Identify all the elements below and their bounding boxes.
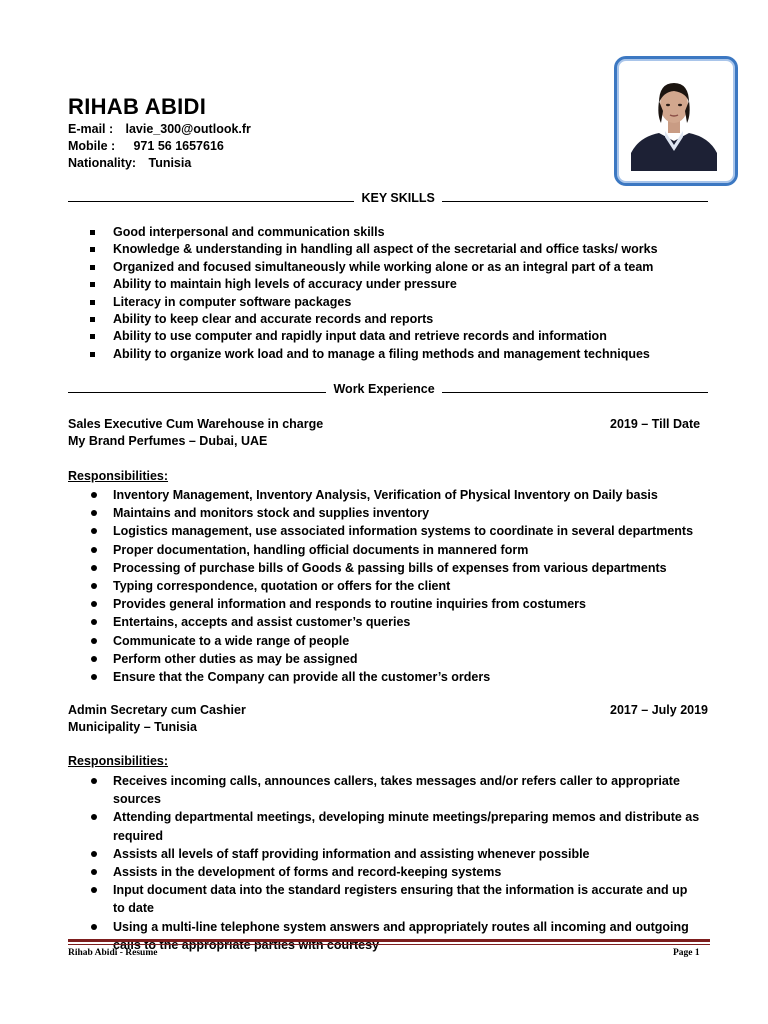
list-item: Assists all levels of staff providing information and assisting whenever possible (90, 845, 702, 863)
profile-photo-frame (614, 56, 738, 186)
list-item: Input document data into the standard registers ensuring that the information is accurate and up to date (90, 881, 702, 917)
nationality-value: Tunisia (148, 156, 192, 170)
nationality-line (68, 155, 191, 172)
heading-rule-left (68, 391, 326, 393)
work-experience-heading (68, 382, 708, 396)
responsibilities-label: Responsibilities: (68, 754, 169, 768)
list-item: Inventory Management, Inventory Analysis, Verification of Physical Inventory on Daily basis (90, 486, 710, 504)
responsibilities-label: Responsibilities: (68, 469, 169, 483)
job-title: Sales Executive Cum Warehouse in charge (68, 417, 324, 431)
footer-page-number: Page 1 (673, 948, 700, 958)
list-item: Using a multi-line telephone system answers and appropriately routes all incoming and outgoing (90, 918, 702, 954)
list-item: Communicate to a wide range of people (90, 632, 710, 650)
job-responsibilities-list (90, 772, 702, 954)
mobile-label: Mobile : (68, 139, 116, 153)
list-item: Literacy in computer software packages (90, 294, 658, 311)
list-item: Ability to use computer and rapidly input data and retrieve records and information (90, 328, 658, 345)
job-company: Municipality – Tunisia (68, 720, 197, 734)
heading-rule-left (68, 200, 354, 202)
list-item: Ensure that the Company can provide all the customer’s orders (90, 668, 710, 686)
list-item: Typing correspondence, quotation or offers for the client (90, 577, 710, 595)
mobile-value: 971 56 1657616 (133, 139, 224, 153)
list-item: Good interpersonal and communication skills (90, 224, 658, 241)
list-item: Receives incoming calls, announces callers, takes messages and/or refers caller to appropriate sources (90, 772, 702, 808)
list-item: Maintains and monitors stock and supplies inventory (90, 504, 710, 522)
footer-document-name: Rihab Abidi - Resume (68, 948, 158, 958)
key-skills-list (90, 224, 658, 363)
list-item: Ability to organize work load and to manage a filing methods and management techniques (90, 346, 658, 363)
list-item: Assists in the development of forms and record-keeping systems (90, 863, 702, 881)
heading-rule-right (442, 200, 708, 202)
profile-photo (631, 71, 717, 171)
work-experience-title: Work Experience (333, 382, 435, 396)
job-dates: 2017 – July 2019 (610, 703, 708, 717)
job-title: Admin Secretary cum Cashier (68, 703, 246, 717)
list-item: Perform other duties as may be assigned (90, 650, 710, 668)
email-value: lavie_300@outlook.fr (125, 122, 251, 136)
footer-rule-thin (68, 944, 710, 945)
list-item: Provides general information and responds to routine inquiries from costumers (90, 595, 710, 613)
list-item: Ability to maintain high levels of accuracy under pressure (90, 276, 658, 293)
list-item: Entertains, accepts and assist customer’s queries (90, 613, 710, 631)
list-item: Logistics management, use associated information systems to coordinate in several departments (90, 522, 710, 540)
list-item: Attending departmental meetings, developing minute meetings/preparing memos and distribute as required (90, 808, 702, 844)
list-item: Proper documentation, handling official documents in mannered form (90, 541, 710, 559)
key-skills-heading (68, 191, 708, 205)
job-company: My Brand Perfumes – Dubai, UAE (68, 434, 268, 448)
mobile-line (68, 138, 224, 155)
list-item: Ability to keep clear and accurate records and reports (90, 311, 658, 328)
key-skills-title: KEY SKILLS (361, 191, 435, 205)
heading-rule-right (442, 391, 708, 393)
list-item: Organized and focused simultaneously while working alone or as an integral part of a team (90, 259, 658, 276)
person-portrait-icon (631, 71, 717, 171)
footer-rule (68, 939, 710, 942)
list-item: Processing of purchase bills of Goods & passing bills of expenses from various departments (90, 559, 710, 577)
email-line (68, 121, 251, 138)
job-responsibilities-list (90, 486, 710, 686)
nationality-label: Nationality: (68, 156, 137, 170)
job-dates: 2019 – Till Date (610, 417, 701, 431)
email-label: E-mail : (68, 122, 114, 136)
list-item: Knowledge & understanding in handling all aspect of the secretarial and office tasks/ works (90, 241, 658, 258)
candidate-name: RIHAB ABIDI (68, 94, 207, 119)
